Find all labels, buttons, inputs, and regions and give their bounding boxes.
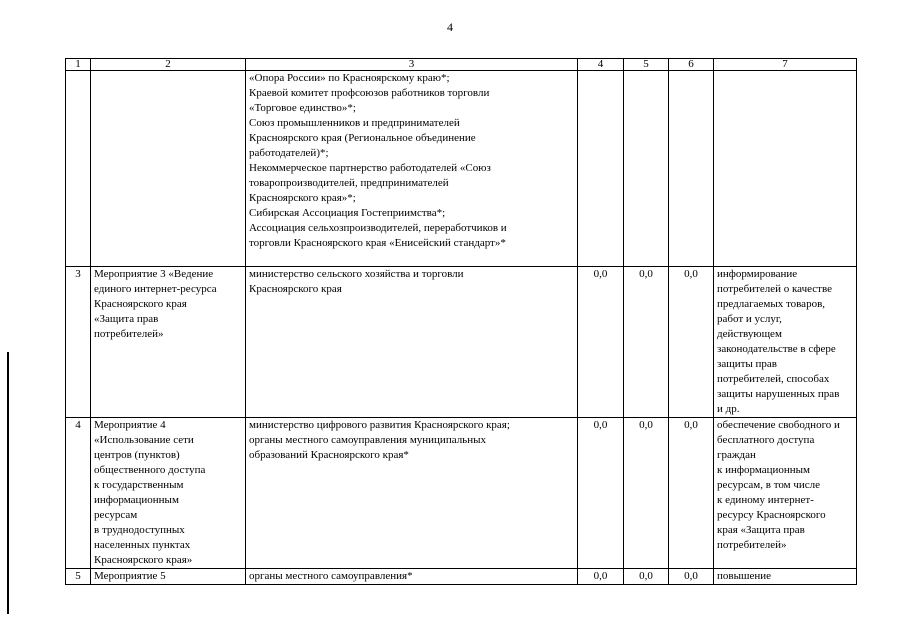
executors-line: Сибирская Ассоциация Гостеприимства*;	[249, 207, 446, 219]
funding-cell-5	[624, 71, 669, 267]
result-line: граждан	[717, 449, 756, 461]
activity-line: Красноярского края»	[94, 554, 193, 566]
result-cell	[714, 71, 857, 267]
funding-cell-5: 0,0	[624, 569, 669, 585]
result-line: ресурсам, в том числе	[717, 479, 821, 491]
table-row	[66, 569, 857, 585]
result-cell	[714, 418, 857, 569]
activity-cell	[91, 569, 246, 585]
activity-cell	[91, 71, 246, 267]
result-line: ресурсу Красноярского	[717, 509, 826, 521]
activity-line: к государственным	[94, 479, 184, 491]
executors-line: Некоммерческое партнерство работодателей «Союз	[249, 162, 491, 174]
funding-cell-6: 0,0	[669, 267, 714, 418]
activity-line: центров (пунктов)	[94, 449, 180, 461]
executors-line: Красноярского края»*;	[249, 192, 356, 204]
funding-cell-5: 0,0	[624, 267, 669, 418]
executors-line: «Опора России» по Красноярскому краю*;	[249, 72, 450, 84]
result-line: действующем	[717, 328, 782, 340]
activity-line: ресурсам	[94, 509, 138, 521]
result-line: работ и услуг,	[717, 313, 782, 325]
executors-line: Красноярского края (Региональное объединение	[249, 132, 476, 144]
page-number: 4	[447, 20, 453, 34]
result-line: потребителей, способах	[717, 373, 830, 385]
header-cell-3: 3	[246, 59, 578, 71]
result-line: законодательстве в сфере	[717, 343, 836, 355]
result-line: информирование	[717, 268, 798, 280]
activity-line: Мероприятие 4	[94, 419, 166, 431]
header-cell-1: 1	[66, 59, 91, 71]
row-number-cell: 5	[66, 569, 91, 585]
result-line: и др.	[717, 403, 740, 415]
row-number-cell: 3	[66, 267, 91, 418]
activity-cell	[91, 418, 246, 569]
funding-cell-6: 0,0	[669, 418, 714, 569]
header-cell-7: 7	[714, 59, 857, 71]
executors-line: органы местного самоуправления муниципальных	[249, 434, 486, 446]
result-line: защиты прав	[717, 358, 777, 370]
table-row	[66, 267, 857, 418]
result-line: предлагаемых товаров,	[717, 298, 826, 310]
result-line: к единому интернет-	[717, 494, 814, 506]
executors-cell	[246, 569, 578, 585]
executors-cell	[246, 71, 578, 267]
header-cell-5: 5	[624, 59, 669, 71]
activity-line: Мероприятие 3 «Ведение	[94, 268, 214, 280]
result-line: края «Защита прав	[717, 524, 805, 536]
executors-line: органы местного самоуправления*	[249, 570, 413, 582]
result-line: потребителей»	[717, 539, 787, 551]
header-row	[66, 59, 857, 71]
activity-line: «Защита прав	[94, 313, 159, 325]
executors-line: министерство сельского хозяйства и торговли	[249, 268, 464, 280]
activity-line: потребителей»	[94, 328, 164, 340]
header-cell-2: 2	[91, 59, 246, 71]
activity-line: в труднодоступных	[94, 524, 185, 536]
table-row	[66, 418, 857, 569]
funding-cell-4: 0,0	[578, 418, 624, 569]
executors-line: министерство цифрового развития Красноярского края;	[249, 419, 510, 431]
executors-line: «Торговое единство»*;	[249, 102, 356, 114]
executors-cell	[246, 418, 578, 569]
result-cell	[714, 267, 857, 418]
executors-line: товаропроизводителей, предпринимателей	[249, 177, 449, 189]
funding-cell-4	[578, 71, 624, 267]
executors-line: Ассоциация сельхозпроизводителей, переработчиков и	[249, 222, 507, 234]
result-line: бесплатного доступа	[717, 434, 815, 446]
executors-line: Красноярского края	[249, 283, 342, 295]
executors-line: Союз промышленников и предпринимателей	[249, 117, 460, 129]
result-line: защиты нарушенных прав	[717, 388, 840, 400]
executors-cell	[246, 267, 578, 418]
row-number-cell	[66, 71, 91, 267]
funding-cell-6	[669, 71, 714, 267]
header-cell-4: 4	[578, 59, 624, 71]
margin-rule	[7, 352, 9, 614]
executors-line: работодателей)*;	[249, 147, 329, 159]
activity-line: населенных пунктах	[94, 539, 191, 551]
activity-cell	[91, 267, 246, 418]
measures-table	[65, 58, 857, 585]
result-line: повышение	[717, 570, 771, 582]
funding-cell-6: 0,0	[669, 569, 714, 585]
row-number-cell: 4	[66, 418, 91, 569]
funding-cell-4: 0,0	[578, 569, 624, 585]
activity-line: единого интернет-ресурса	[94, 283, 217, 295]
table-row	[66, 71, 857, 267]
executors-line: Краевой комитет профсоюзов работников торговли	[249, 87, 490, 99]
activity-line: Мероприятие 5	[94, 570, 166, 582]
activity-line: информационным	[94, 494, 179, 506]
funding-cell-4: 0,0	[578, 267, 624, 418]
result-line: к информационным	[717, 464, 810, 476]
executors-line: образований Красноярского края*	[249, 449, 409, 461]
activity-line: «Использование сети	[94, 434, 194, 446]
activity-line: общественного доступа	[94, 464, 206, 476]
executors-line: торговли Красноярского края «Енисейский стандарт»*	[249, 237, 506, 249]
result-line: обеспечение свободного и	[717, 419, 840, 431]
funding-cell-5: 0,0	[624, 418, 669, 569]
result-cell	[714, 569, 857, 585]
activity-line: Красноярского края	[94, 298, 187, 310]
result-line: потребителей о качестве	[717, 283, 833, 295]
header-cell-6: 6	[669, 59, 714, 71]
